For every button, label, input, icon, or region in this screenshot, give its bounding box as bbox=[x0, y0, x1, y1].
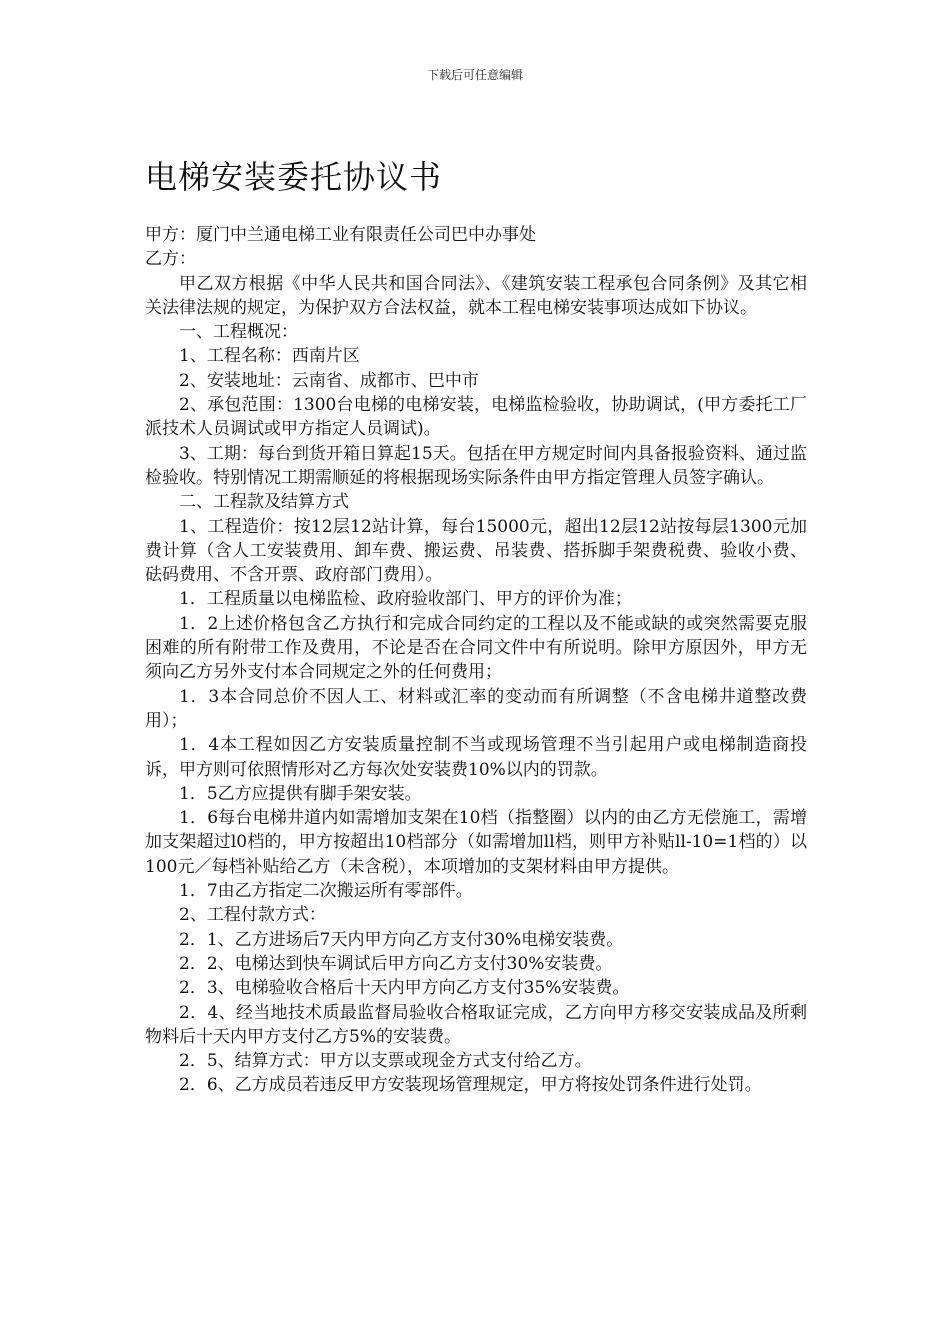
clause-paragraph: 1、工程造价：按12层12站计算，每台15000元，超出12层12站按每层1300元加费计算（含人工安装费用、卸车费、搬运费、吊装费、搭拆脚手架费税费、验收小费、砝码费用、不含开票、政府部门费用）。 bbox=[145, 516, 807, 586]
clause-paragraph: 2．1、乙方进场后7天内甲方向乙方支付30%电梯安装费。 bbox=[179, 929, 624, 950]
party-b-line: 乙方： bbox=[145, 249, 196, 270]
section-heading: 一、工程概况： bbox=[179, 322, 298, 343]
header-note: 下载后可任意编辑 bbox=[426, 68, 523, 82]
clause-paragraph: 1．6每台电梯井道内如需增加支架在10档（指整圈）以内的由乙方无偿施工，需增加支架超过l0档的，甲方按超出10档部分（如需增加ll档，则甲方补贴ll-10=1档的）以100元／每档补贴给乙方（未含税），本项增加的支架材料由甲方提供。 bbox=[145, 808, 807, 877]
section-heading: 二、工程款及结算方式 bbox=[179, 492, 349, 513]
party-a-line: 甲方：厦门中兰通电梯工业有限责任公司巴中办事处 bbox=[145, 225, 536, 245]
clause-paragraph: 3、工期：每台到货开箱日算起15天。包括在甲方规定时间内具备报验资料、通过监检验收。特别情况工期需顺延的将根据现场实际条件由甲方指定管理人员签字确认。 bbox=[145, 443, 807, 488]
clause-paragraph: 1．2上述价格包含乙方执行和完成合同约定的工程以及不能或缺的或突然需要克服困难的所有附带工作及费用，不论是否在合同文件中有所说明。除甲方原因外，甲方无须向乙方另外支付本合同规定之外的任何费用； bbox=[145, 613, 807, 683]
clause-paragraph: 1．3本合同总价不因人工、材料或汇率的变动而有所调整（不含电梯井道整改费用）； bbox=[145, 686, 807, 731]
clause-paragraph: 1．4本工程如因乙方安装质量控制不当或现场管理不当引起用户或电梯制造商投诉，甲方则可依照情形对乙方每次处安装费10%以内的罚款。 bbox=[145, 735, 807, 780]
clause-paragraph: 1．5乙方应提供有脚手架安装。 bbox=[179, 783, 422, 804]
clause-paragraph: 2、承包范围：1300台电梯的电梯安装，电梯监检验收，协助调试，(甲方委托工厂派技术人员调试或甲方指定人员调试)。 bbox=[145, 395, 807, 440]
preamble-paragraph: 甲乙双方根据《中华人民共和国合同法》、《建筑安装工程承包合同条例》及其它相关法律法规的规定，为保护双方合法权益，就本工程电梯安装事项达成如下协议。 bbox=[145, 273, 807, 318]
clause-paragraph: 2．5、结算方式：甲方以支票或现金方式支付给乙方。 bbox=[179, 1051, 592, 1072]
clause-paragraph: 1．工程质量以电梯监检、政府验收部门、甲方的评价为准； bbox=[179, 589, 632, 610]
clause-paragraph: 2、安装地址：云南省、成都市、巴中市 bbox=[179, 370, 479, 391]
clause-paragraph: 2．4、经当地技术质最监督局验收合格取证完成，乙方向甲方移交安装成品及所剩物料后十天内甲方支付乙方5%的安装费。 bbox=[145, 1002, 807, 1047]
document-title: 电梯安装委托协议书 bbox=[145, 158, 443, 196]
clause-paragraph: 2．3、电梯验收合格后十天内甲方向乙方支付35%安装费。 bbox=[179, 978, 630, 999]
clause-paragraph: 2．2、电梯达到快车调试后甲方向乙方支付30%安装费。 bbox=[179, 953, 613, 974]
document-body bbox=[145, 223, 807, 1098]
section-heading: 2、工程付款方式： bbox=[179, 905, 326, 926]
clause-paragraph: 1．7由乙方指定二次搬运所有零部件。 bbox=[179, 881, 473, 902]
clause-paragraph: 1、工程名称：西南片区 bbox=[179, 346, 360, 367]
clause-paragraph: 2．6、乙方成员若违反甲方安装现场管理规定，甲方将按处罚条件进行处罚。 bbox=[179, 1075, 762, 1096]
